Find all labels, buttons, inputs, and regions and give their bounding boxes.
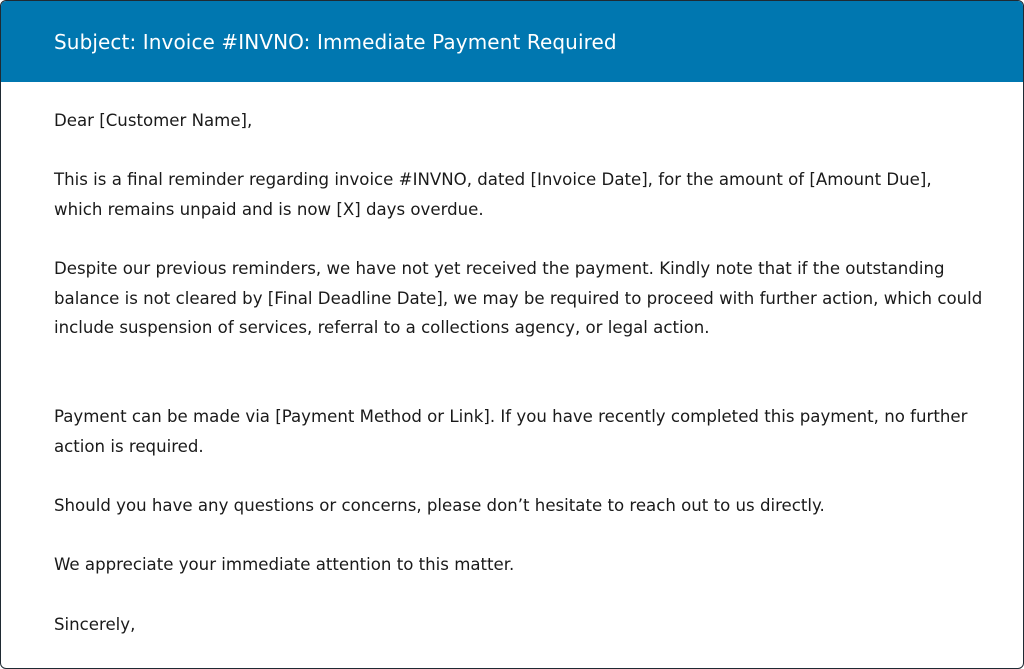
letter-paragraph-appreciation: We appreciate your immediate attention to this matter. — [54, 555, 515, 574]
letter-paragraph-payment: Payment can be made via [Payment Method or Link]. If you have recently completed this payment, no further action is required. — [54, 407, 968, 456]
letter-greeting: Dear [Customer Name], — [54, 111, 253, 130]
email-subject: Subject: Invoice #INVNO: Immediate Payment Required — [54, 29, 617, 54]
letter-paragraph-warning: Despite our previous reminders, we have not yet received the payment. Kindly note that if the outstanding balance is not cleared by [Final Deadline Date], we may be required to proceed with further action, which could include suspension of services, referral to a collections agency, or legal action. — [54, 259, 983, 337]
letter-paragraph-questions: Should you have any questions or concerns, please don’t hesitate to reach out to us directly. — [54, 496, 825, 515]
email-subject-header — [1, 1, 1023, 82]
letter-paragraph-overdue: This is a final reminder regarding invoice #INVNO, dated [Invoice Date], for the amount of [Amount Due], which remains unpaid and is now [X] days overdue. — [54, 170, 932, 219]
letter-closing: Sincerely, — [54, 615, 136, 634]
